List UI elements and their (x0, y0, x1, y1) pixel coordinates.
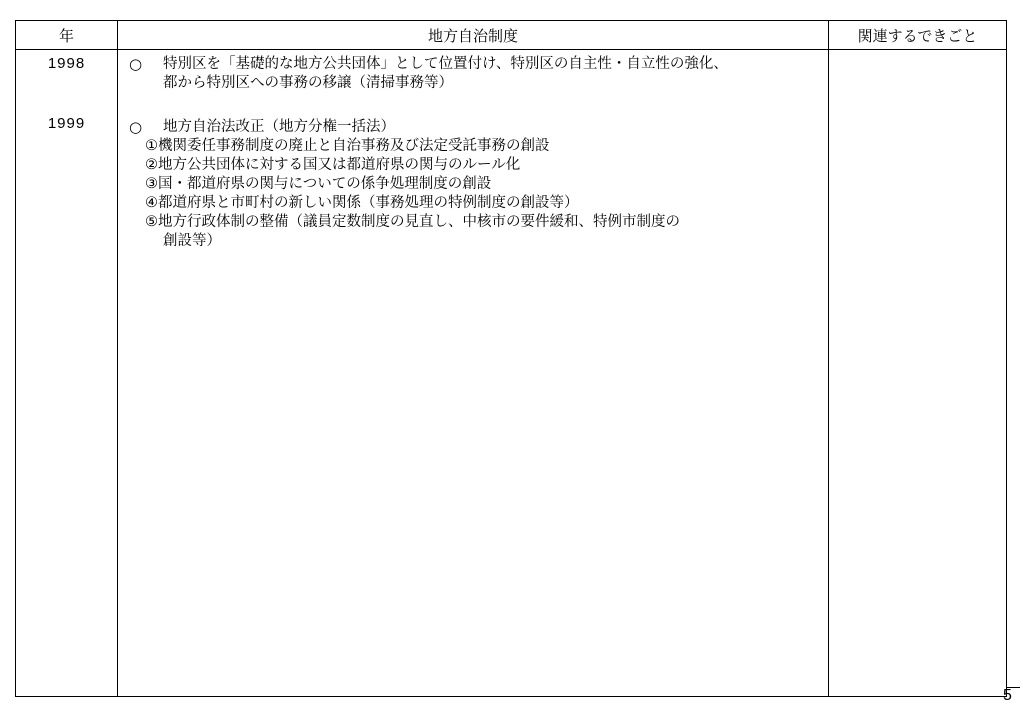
year-cell (16, 50, 118, 697)
year-1998: 1998 (47, 55, 86, 72)
related-events-cell (829, 50, 1007, 697)
header-related-events: 関連するできごと (829, 21, 1007, 50)
list-item: ②地方公共団体に対する国又は都道府県の関与のルール化 (145, 157, 521, 173)
list-item: ①機関委任事務制度の廃止と自治事務及び法定受託事務の創設 (145, 138, 550, 154)
entry-1999 (118, 118, 828, 251)
entry-1999-heading: 地方自治法改正（地方分権一括法） (163, 119, 395, 135)
circle-bullet: ○ (129, 118, 143, 136)
history-table (15, 20, 1007, 697)
circle-bullet: ○ (129, 55, 143, 73)
list-item: ⑤地方行政体制の整備（議員定数制度の見直し、中核市の要件緩和、特例市制度の (145, 214, 680, 230)
table-row (16, 50, 1007, 697)
entry-1998-line-1: 特別区を「基礎的な地方公共団体」として位置付け、特別区の自主性・自立性の強化、 (163, 56, 728, 72)
entry-1999-items (118, 137, 828, 251)
list-item: ③国・都道府県の関与についての係争処理制度の創設 (145, 176, 492, 192)
header-local-autonomy-system: 地方自治制度 (118, 21, 829, 50)
header-year: 年 (16, 21, 118, 50)
entry-1998 (118, 55, 828, 93)
list-item: ④都道府県と市町村の新しい関係（事務処理の特例制度の創設等） (145, 195, 579, 211)
year-1999: 1999 (47, 115, 86, 132)
page-number: 5 (1003, 687, 1012, 704)
entry-1998-line-2: 都から特別区への事務の移譲（清掃事務等） (163, 75, 453, 91)
header-row (16, 21, 1007, 50)
system-cell (118, 50, 829, 697)
list-item-continuation: 創設等） (163, 233, 221, 249)
